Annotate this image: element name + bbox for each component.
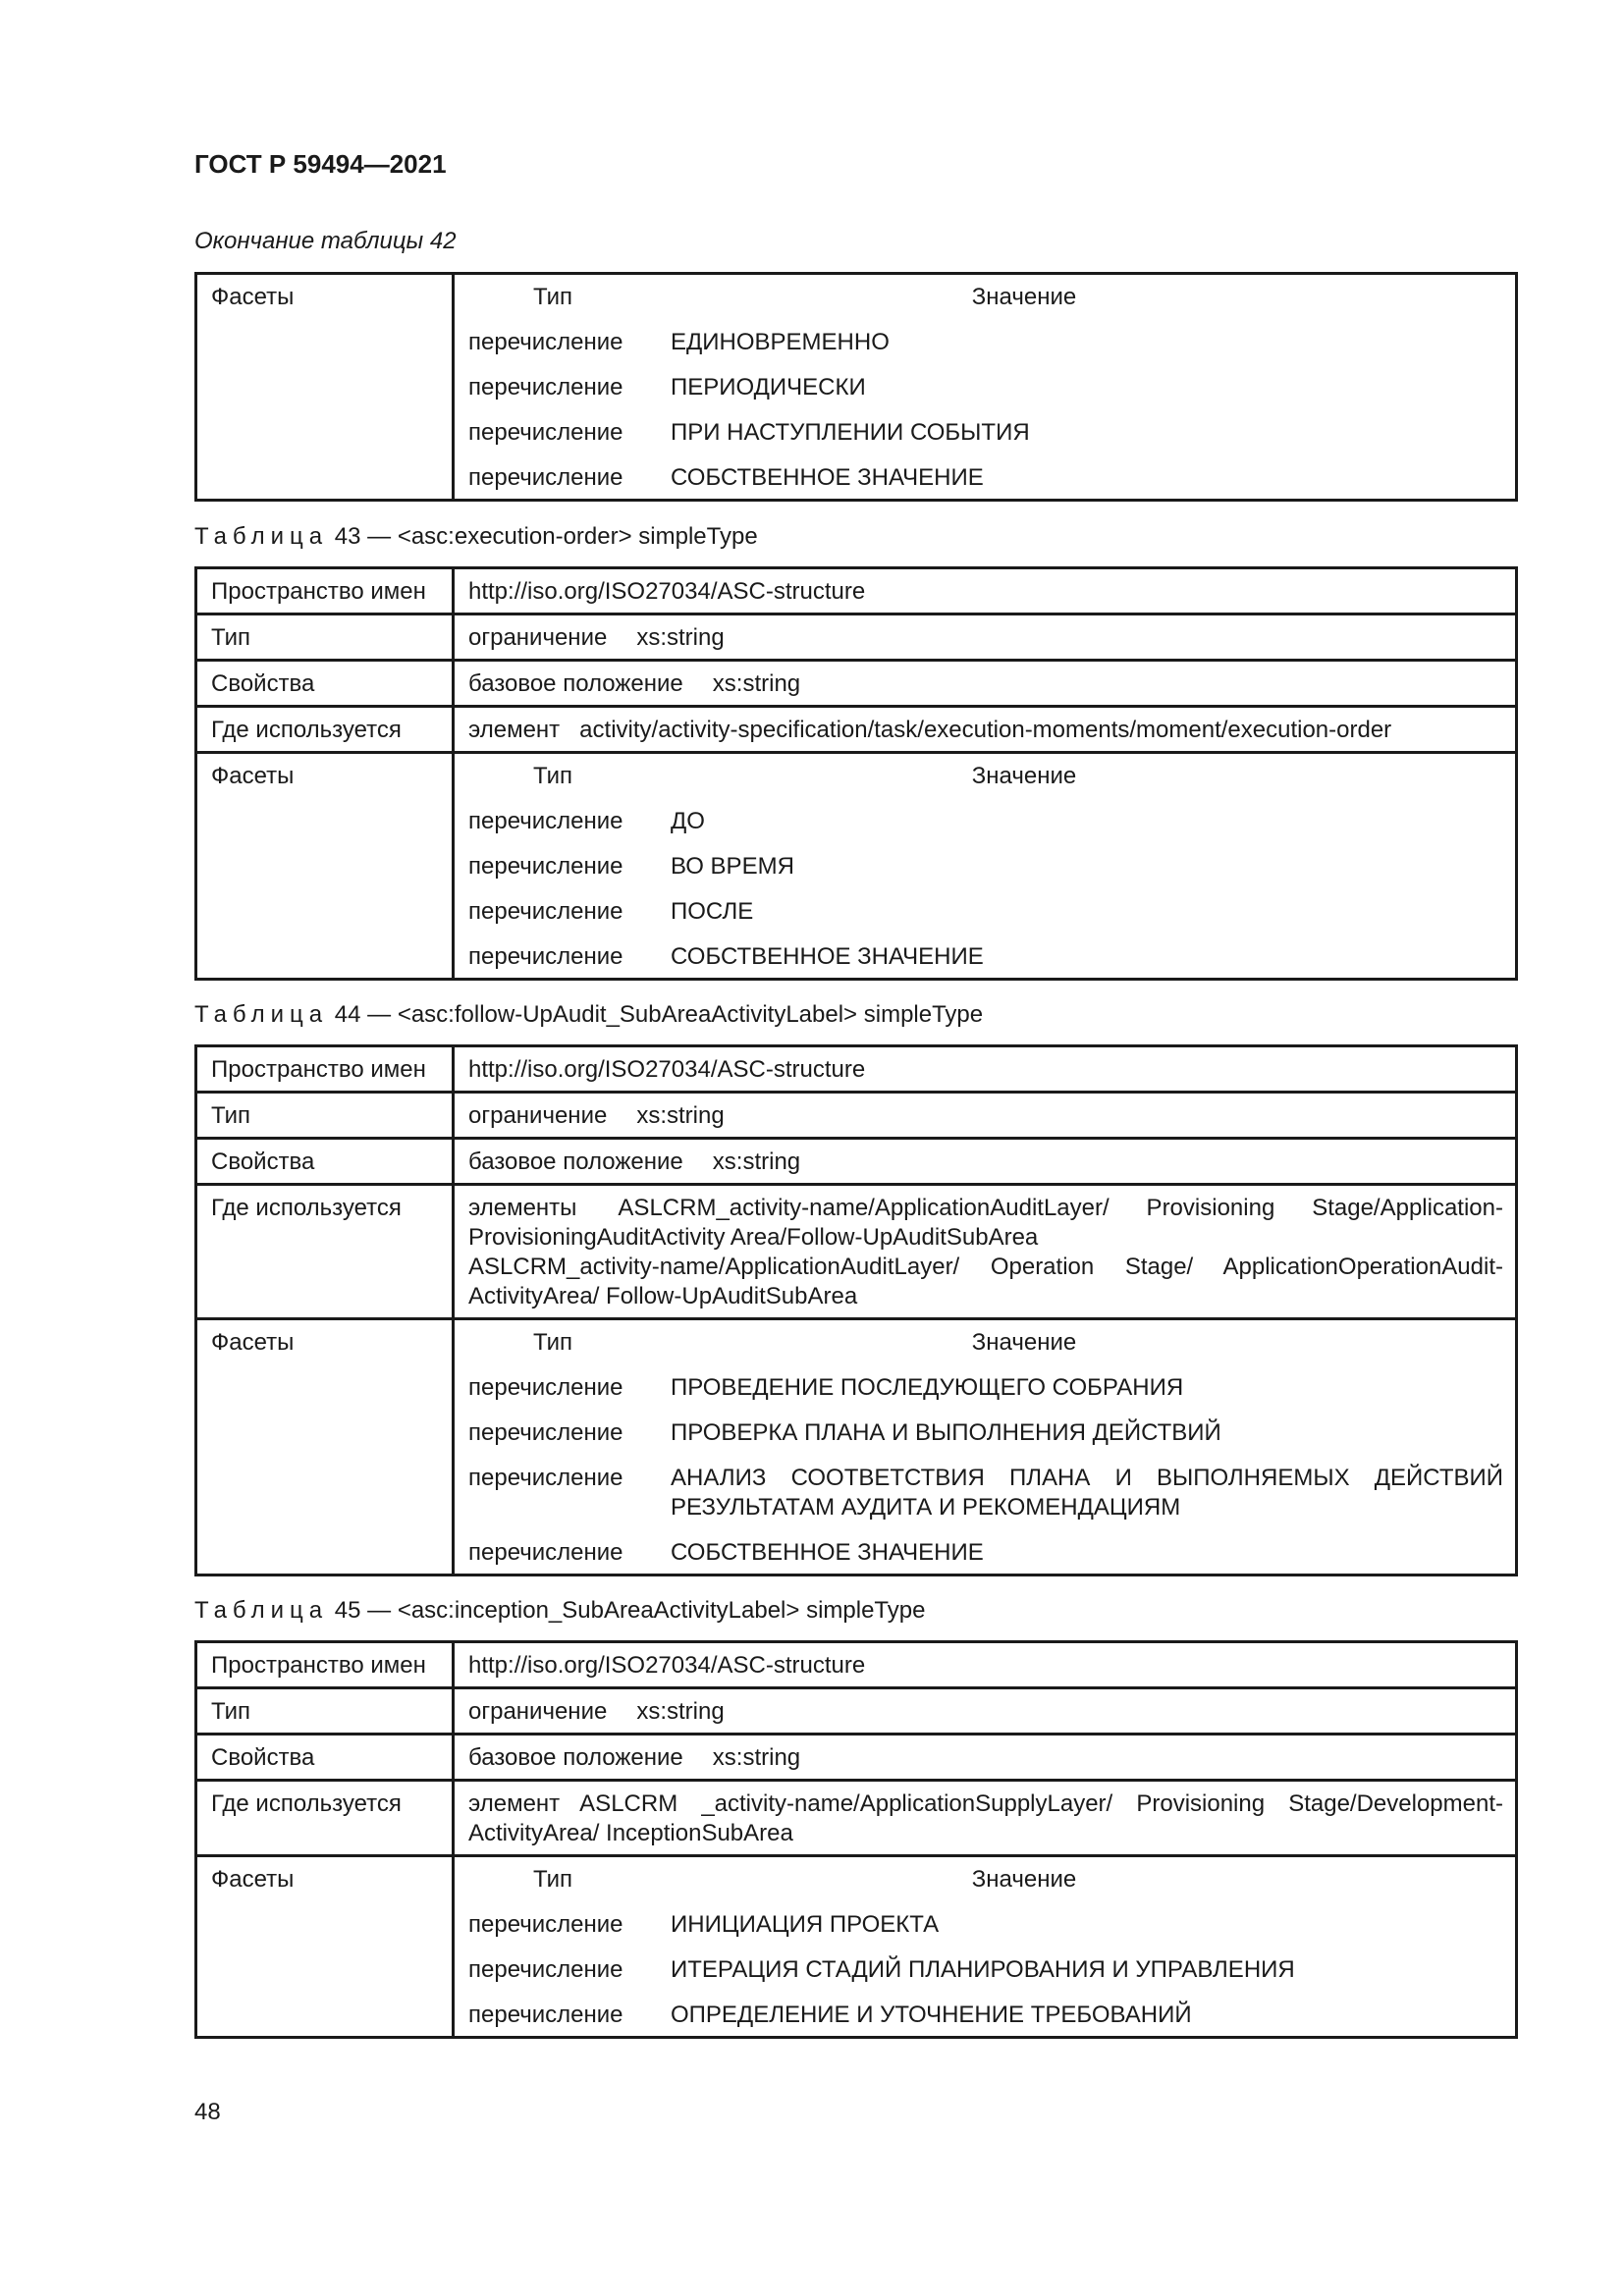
facet-row xyxy=(468,807,1503,836)
usage-value: ASLCRM _activity-name/ApplicationSupplyLayer/ Provisioning Stage/Development-ActivityArea/ InceptionSubArea xyxy=(468,1790,1503,1846)
properties-label: Свойства xyxy=(196,1139,454,1185)
facet-row xyxy=(468,1464,1503,1522)
namespace-label: Пространство имен xyxy=(196,568,454,614)
facets-label: Фасеты xyxy=(196,274,454,501)
facets-value-heading: Значение xyxy=(971,763,1077,789)
table-row xyxy=(196,1046,1517,1093)
facet-row xyxy=(468,373,1503,402)
properties-kind: базовое положение xyxy=(468,670,683,697)
type-label: Тип xyxy=(196,614,454,661)
type-cell xyxy=(454,1093,1517,1139)
facet-row xyxy=(468,1373,1503,1403)
usage-value: activity/activity-specification/task/execution-moments/moment/execution-order xyxy=(579,717,1392,743)
facets-row xyxy=(196,753,1517,980)
facet-row xyxy=(468,328,1503,357)
usage-label: Где используется xyxy=(196,707,454,753)
table-44 xyxy=(194,1044,1518,1576)
usage-cell xyxy=(454,1781,1517,1856)
usage-kind: элемент xyxy=(468,717,561,743)
type-kind: ограничение xyxy=(468,624,608,651)
caption-word: Таблица xyxy=(194,523,329,550)
facet-row xyxy=(468,852,1503,881)
table-row xyxy=(196,1139,1517,1185)
facet-value: ИНИЦИАЦИЯ ПРОЕКТА xyxy=(671,1911,940,1938)
namespace-label: Пространство имен xyxy=(196,1642,454,1688)
namespace-value: http://iso.org/ISO27034/ASC-structure xyxy=(454,1046,1517,1093)
type-label: Тип xyxy=(196,1093,454,1139)
facet-value: СОБСТВЕННОЕ ЗНАЧЕНИЕ xyxy=(671,464,984,491)
facet-type: перечисление xyxy=(468,943,623,970)
caption-title: 44 — <asc:follow-UpAudit_SubAreaActivityLabel> simpleType xyxy=(334,1001,984,1028)
table-43-caption xyxy=(194,523,758,551)
facet-type: перечисление xyxy=(468,1374,623,1401)
facet-row xyxy=(468,463,1503,493)
facet-value: ПЕРИОДИЧЕСКИ xyxy=(671,374,866,400)
facet-row xyxy=(468,1418,1503,1448)
facets-type-heading: Тип xyxy=(533,1329,573,1356)
facet-row xyxy=(468,1538,1503,1568)
usage-cell xyxy=(454,707,1517,753)
facets-cell xyxy=(454,274,1517,501)
type-cell xyxy=(454,1688,1517,1735)
facet-value: ПРОВЕДЕНИЕ ПОСЛЕДУЮЩЕГО СОБРАНИЯ xyxy=(671,1374,1184,1401)
document-code-header: ГОСТ Р 59494—2021 xyxy=(194,149,447,179)
facet-value: СОБСТВЕННОЕ ЗНАЧЕНИЕ xyxy=(671,943,984,970)
properties-label: Свойства xyxy=(196,661,454,707)
facets-value-heading: Значение xyxy=(971,1866,1077,1893)
type-value: xs:string xyxy=(636,1698,725,1725)
facet-type: перечисление xyxy=(468,329,623,355)
facet-row xyxy=(468,418,1503,448)
properties-value: xs:string xyxy=(712,1148,801,1175)
facets-value-heading: Значение xyxy=(971,284,1077,310)
properties-value: xs:string xyxy=(712,1744,801,1771)
facet-type: перечисление xyxy=(468,1539,623,1566)
facet-value: АНАЛИЗ СООТВЕТСТВИЯ ПЛАНА И ВЫПОЛНЯЕМЫХ ДЕЙСТВИЙ РЕЗУЛЬТАТАМ АУДИТА И РЕКОМЕНДАЦИЯМ xyxy=(671,1465,1503,1521)
table-row xyxy=(196,1093,1517,1139)
namespace-label: Пространство имен xyxy=(196,1046,454,1093)
caption-title: 43 — <asc:execution-order> simpleType xyxy=(334,523,758,550)
facet-row xyxy=(468,2001,1503,2030)
usage-label: Где используется xyxy=(196,1185,454,1319)
facet-type: перечисление xyxy=(468,419,623,446)
facets-type-heading: Тип xyxy=(533,763,573,789)
table-45 xyxy=(194,1640,1518,2039)
usage-line-1 xyxy=(468,1194,1503,1253)
facets-header xyxy=(468,1328,1503,1358)
facet-type: перечисление xyxy=(468,1419,623,1446)
namespace-value: http://iso.org/ISO27034/ASC-structure xyxy=(454,568,1517,614)
facet-type: перечисление xyxy=(468,808,623,834)
continuation-label: Окончание таблицы 42 xyxy=(194,228,457,254)
page-number: 48 xyxy=(194,2099,221,2125)
type-value: xs:string xyxy=(636,624,725,651)
facet-value: ПРИ НАСТУПЛЕНИИ СОБЫТИЯ xyxy=(671,419,1030,446)
properties-cell xyxy=(454,661,1517,707)
facet-type: перечисление xyxy=(468,898,623,925)
usage-kind: элементы xyxy=(468,1195,577,1221)
facets-row xyxy=(196,1856,1517,2038)
namespace-value: http://iso.org/ISO27034/ASC-structure xyxy=(454,1642,1517,1688)
facets-label: Фасеты xyxy=(196,1319,454,1575)
caption-word: Таблица xyxy=(194,1001,329,1028)
facets-label: Фасеты xyxy=(196,753,454,980)
facet-type: перечисление xyxy=(468,2002,623,2028)
facet-type: перечисление xyxy=(468,464,623,491)
table-row xyxy=(196,1688,1517,1735)
facet-value: ЕДИНОВРЕМЕННО xyxy=(671,329,890,355)
type-kind: ограничение xyxy=(468,1102,608,1129)
facet-row xyxy=(468,1910,1503,1940)
caption-word: Таблица xyxy=(194,1597,329,1624)
facet-type: перечисление xyxy=(468,853,623,880)
properties-cell xyxy=(454,1735,1517,1781)
facets-type-heading: Тип xyxy=(533,1866,573,1893)
facet-value: ОПРЕДЕЛЕНИЕ И УТОЧНЕНИЕ ТРЕБОВАНИЙ xyxy=(671,2002,1192,2028)
table-row xyxy=(196,568,1517,614)
type-cell xyxy=(454,614,1517,661)
table-42-end xyxy=(194,272,1518,502)
table-row xyxy=(196,661,1517,707)
facet-value: ПРОВЕРКА ПЛАНА И ВЫПОЛНЕНИЯ ДЕЙСТВИЙ xyxy=(671,1419,1221,1446)
properties-cell xyxy=(454,1139,1517,1185)
table-45-caption xyxy=(194,1597,925,1625)
facet-type: перечисление xyxy=(468,1465,623,1491)
facets-type-heading: Тип xyxy=(533,284,573,310)
facets-row xyxy=(196,274,1517,501)
table-row xyxy=(196,614,1517,661)
facet-value: СОБСТВЕННОЕ ЗНАЧЕНИЕ xyxy=(671,1539,984,1566)
properties-value: xs:string xyxy=(712,670,801,697)
table-43 xyxy=(194,566,1518,981)
type-kind: ограничение xyxy=(468,1698,608,1725)
facet-type: перечисление xyxy=(468,1956,623,1983)
properties-kind: базовое положение xyxy=(468,1148,683,1175)
facet-type: перечисление xyxy=(468,374,623,400)
facet-value: ДО xyxy=(671,808,705,834)
facet-row xyxy=(468,897,1503,927)
facet-value: ВО ВРЕМЯ xyxy=(671,853,794,880)
facet-value: ИТЕРАЦИЯ СТАДИЙ ПЛАНИРОВАНИЯ И УПРАВЛЕНИЯ xyxy=(671,1956,1295,1983)
properties-label: Свойства xyxy=(196,1735,454,1781)
table-44-caption xyxy=(194,1001,983,1029)
table-row xyxy=(196,707,1517,753)
facets-header xyxy=(468,762,1503,791)
properties-kind: базовое положение xyxy=(468,1744,683,1771)
facet-row xyxy=(468,942,1503,972)
facets-header xyxy=(468,283,1503,312)
table-row xyxy=(196,1735,1517,1781)
table-row xyxy=(196,1781,1517,1856)
facets-cell xyxy=(454,753,1517,980)
facets-cell xyxy=(454,1319,1517,1575)
facets-label: Фасеты xyxy=(196,1856,454,2038)
usage-label: Где используется xyxy=(196,1781,454,1856)
facets-row xyxy=(196,1319,1517,1575)
facets-value-heading: Значение xyxy=(971,1329,1077,1356)
table-row xyxy=(196,1642,1517,1688)
usage-cell xyxy=(454,1185,1517,1319)
usage-kind: элемент xyxy=(468,1790,561,1817)
facet-row xyxy=(468,1955,1503,1985)
type-value: xs:string xyxy=(636,1102,725,1129)
usage-line-2: ASLCRM_activity-name/ApplicationAuditLayer/ Operation Stage/ ApplicationOperationAudit-ActivityArea/ Follow-UpAuditSubArea xyxy=(468,1254,1503,1309)
caption-title: 45 — <asc:inception_SubAreaActivityLabel> simpleType xyxy=(334,1597,926,1624)
facet-type: перечисление xyxy=(468,1911,623,1938)
facets-header xyxy=(468,1865,1503,1895)
table-row xyxy=(196,1185,1517,1319)
type-label: Тип xyxy=(196,1688,454,1735)
facets-cell xyxy=(454,1856,1517,2038)
usage-value: ASLCRM_activity-name/ApplicationAuditLayer/ Provisioning Stage/Application-ProvisioningAuditActivity Area/Follow-UpAuditSubArea xyxy=(468,1195,1503,1251)
facet-value: ПОСЛЕ xyxy=(671,898,754,925)
